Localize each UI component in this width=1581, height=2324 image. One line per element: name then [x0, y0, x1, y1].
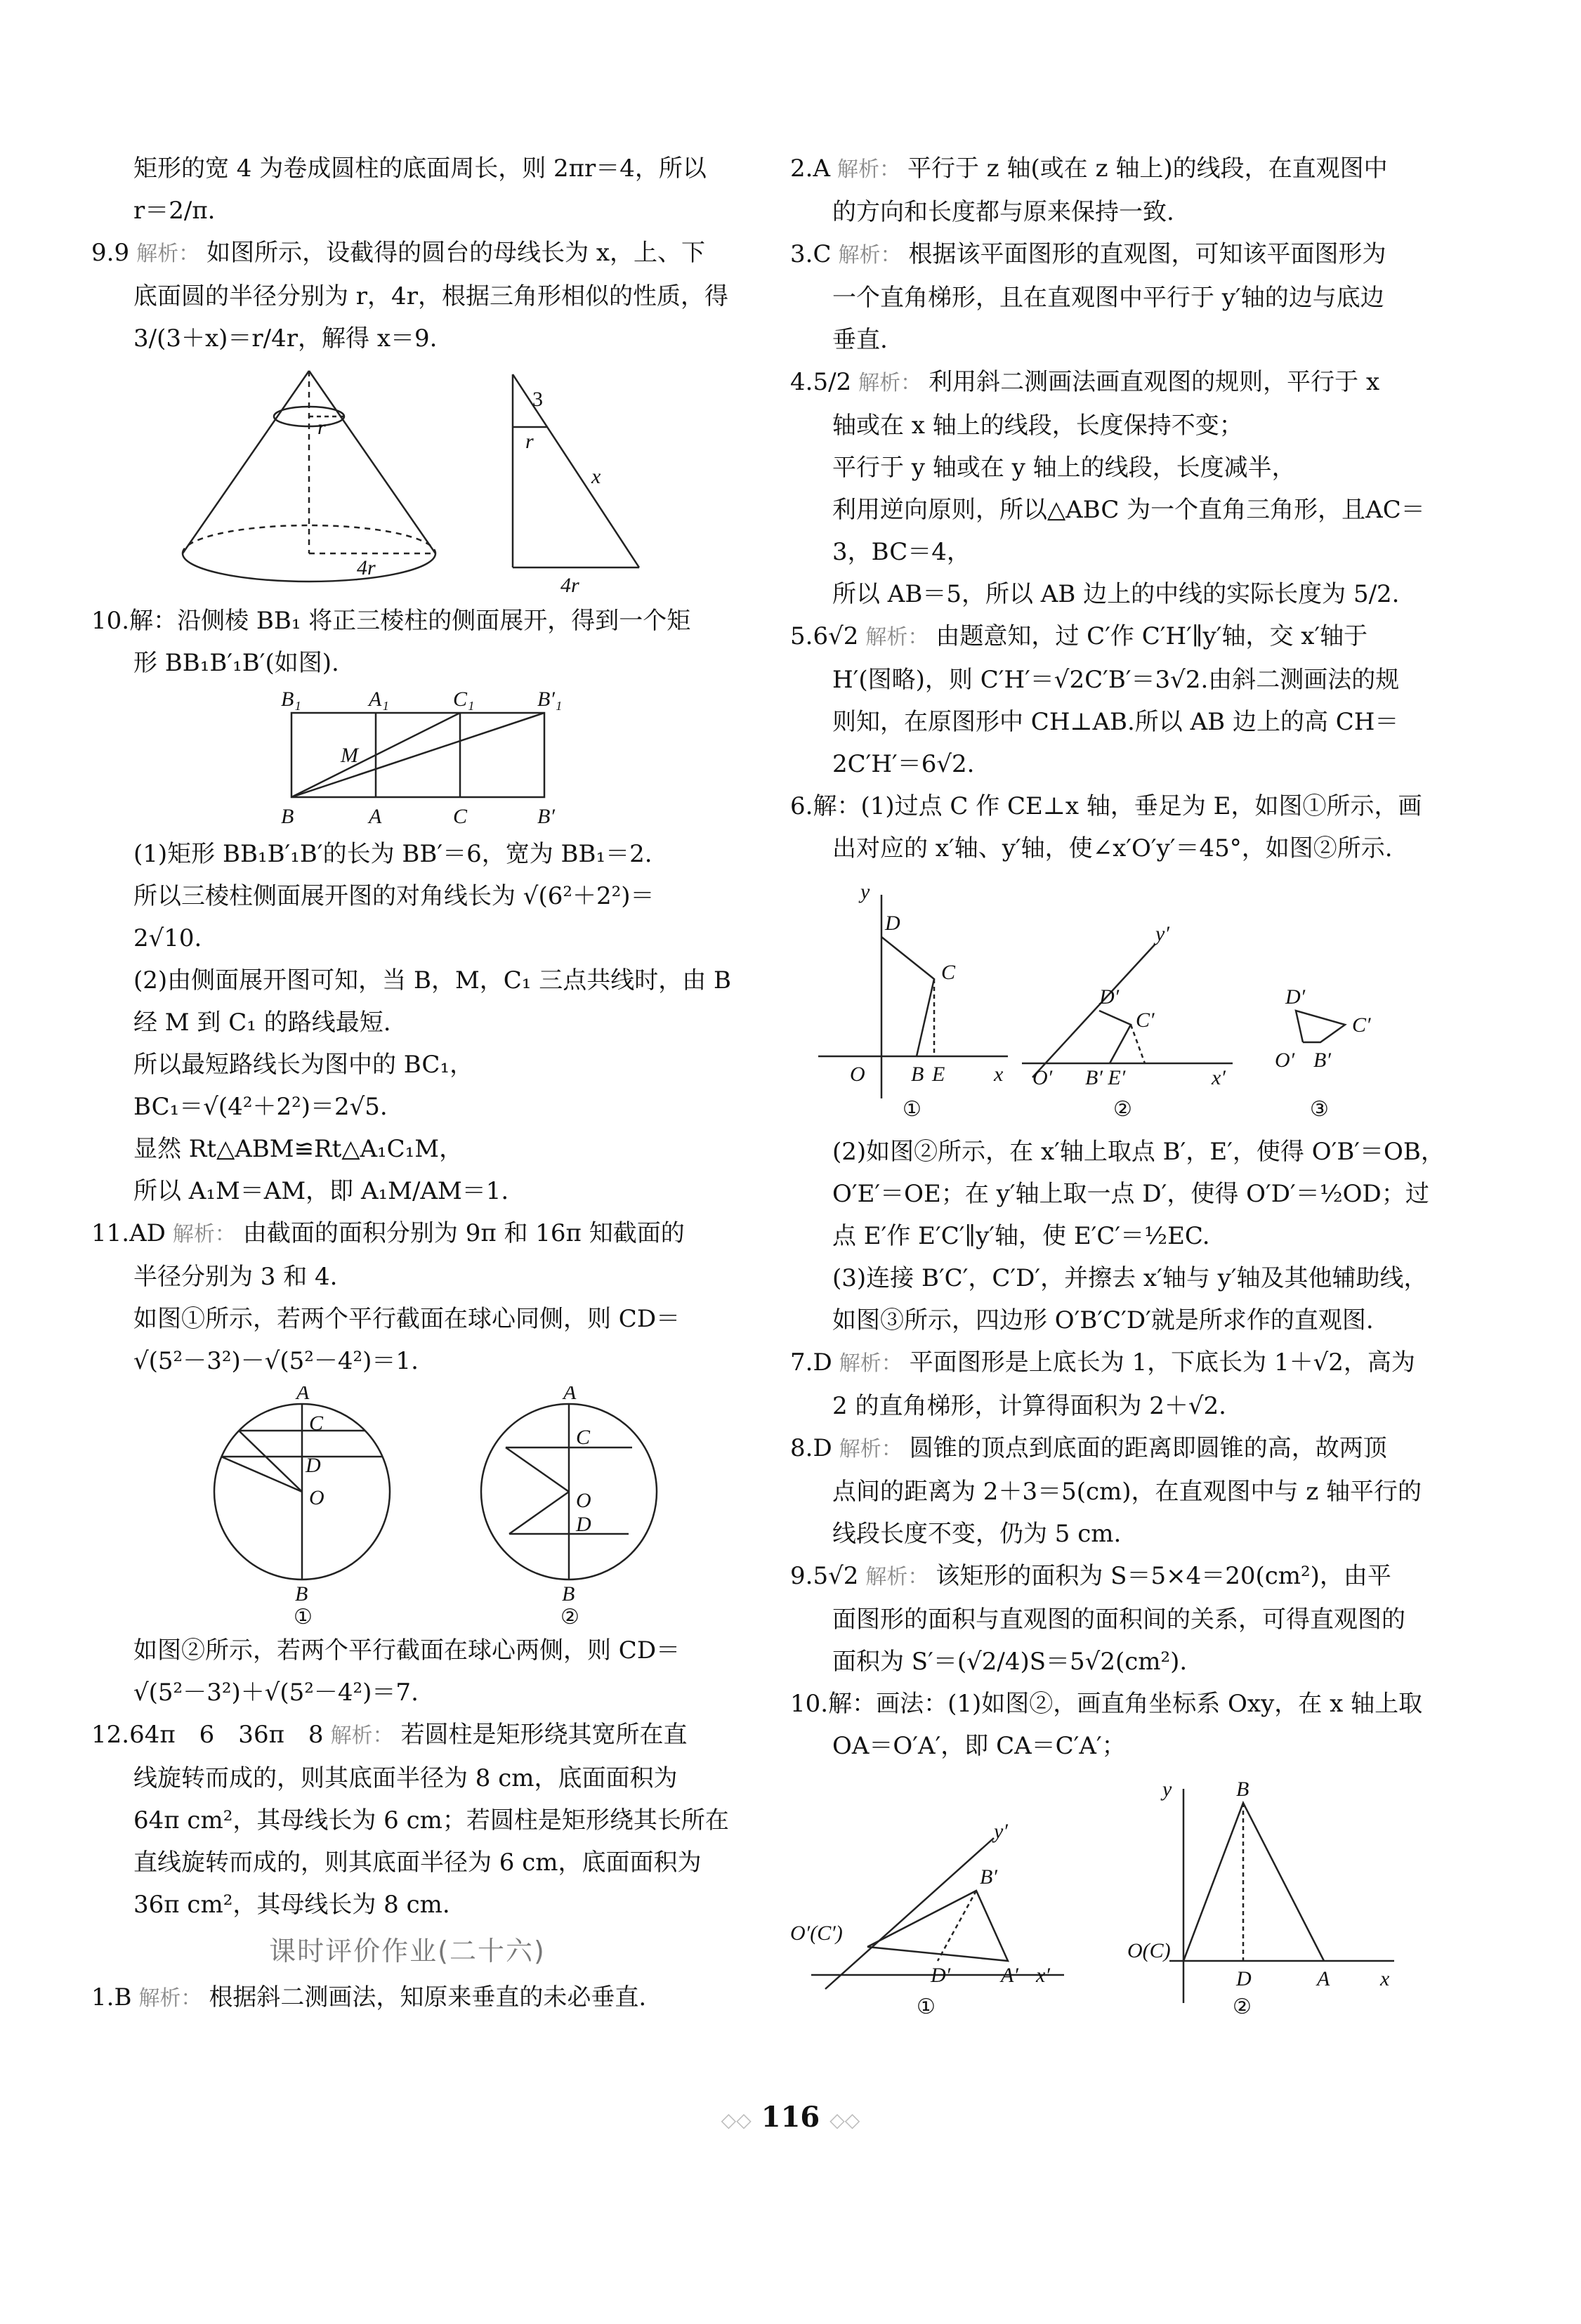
question-number: 4.5/2 [790, 368, 852, 396]
text-line: r＝2/π. [133, 197, 216, 225]
text-line: 64π cm²，其母线长为 6 cm；若圆柱是矩形绕其长所在 [133, 1806, 729, 1834]
text-line: (1)矩形 BB₁B′₁B′的长为 BB′＝6，宽为 BB₁＝2. [133, 840, 652, 868]
question-number: 3.C [790, 240, 832, 268]
label-Dp: D′ [931, 1964, 951, 1987]
label-A1: A₁ [369, 688, 389, 711]
text-line: 利用斜二测画法画直观图的规则，平行于 x [929, 368, 1380, 396]
sphere-sections-figure [91, 1386, 723, 1625]
cone-figure [91, 364, 723, 596]
page-number-text: 116 [761, 2101, 820, 2134]
text-line: 显然 Rt△ABM≌Rt△A₁C₁M， [133, 1135, 464, 1163]
text-line: 2√10. [133, 924, 202, 952]
text-line: 的方向和长度都与原来保持一致. [832, 198, 1174, 226]
text-line: 一个直角梯形，且在直观图中平行于 y′轴的边与底边 [832, 284, 1384, 312]
label-D: D [885, 912, 900, 935]
analysis-tag: 解析： [172, 1222, 236, 1247]
text-line: 面图形的面积与直观图的面积间的关系，可得直观图的 [832, 1606, 1405, 1634]
question-number: 9.5√2 [790, 1562, 859, 1590]
figure-number: ② [1113, 1098, 1132, 1121]
text-line: 所以三棱柱侧面展开图的对角线长为 √(6²＋2²)＝ [133, 882, 655, 910]
text-line: 36π cm²，其母线长为 8 cm. [133, 1891, 450, 1919]
label-Ap: A′ [1001, 1964, 1018, 1987]
prism-unfold-figure [91, 688, 723, 829]
question-number: 2.A [790, 155, 830, 183]
label-A: A [1317, 1967, 1330, 1990]
question-number: 1.B [91, 1983, 132, 2011]
label-O: O [850, 1063, 865, 1086]
text-line: 所以 A₁M＝AM，即 A₁M/AM＝1. [133, 1177, 509, 1205]
label-xp: x′ [1036, 1964, 1050, 1987]
label-B: B [1236, 1778, 1249, 1801]
text-line: 10.解：沿侧棱 BB₁ 将正三棱柱的侧面展开，得到一个矩 [91, 607, 691, 635]
text-line: H′(图略)，则 C′H′＝√2C′B′＝3√2.由斜二测画法的规 [832, 666, 1400, 694]
question-number: 9.9 [91, 239, 130, 267]
text-line: 平行于 y 轴或在 y 轴上的线段，长度减半， [832, 454, 1296, 482]
label-C: C [576, 1426, 591, 1449]
right-column [790, 147, 1485, 2021]
label-Bp: B′ [537, 805, 555, 828]
label-y: y [860, 880, 870, 903]
analysis-tag: 解析： [138, 1986, 202, 2011]
label-B: B [911, 1063, 924, 1086]
text-line: 圆锥的顶点到底面的距离即圆锥的高，故两顶 [909, 1434, 1387, 1462]
figure-number: ① [917, 1995, 936, 2017]
question-number: 7.D [790, 1348, 832, 1377]
text-line: 所以 AB＝5，所以 AB 边上的中线的实际长度为 5/2. [832, 580, 1400, 608]
analysis-tag: 解析： [839, 1437, 903, 1462]
text-line: 根据该平面图形的直观图，可知该平面图形为 [908, 240, 1386, 268]
question-number: 12.64π 6 36π 8 [91, 1721, 324, 1749]
label-Cp: C′ [1136, 1009, 1155, 1032]
text-line: 由截面的面积分别为 9π 和 16π 知截面的 [242, 1219, 685, 1247]
text-line: 2C′H′＝6√2. [832, 750, 975, 778]
label-B: B [295, 1582, 308, 1606]
analysis-tag: 解析： [136, 242, 200, 266]
text-line: O′E′＝OE；在 y′轴上取一点 D′，使得 O′D′＝½OD；过 [832, 1180, 1429, 1208]
text-line: 线旋转而成的，则其底面半径为 8 cm，底面面积为 [133, 1764, 678, 1792]
label-Op: O′ [1275, 1049, 1295, 1072]
label-y: y [1162, 1778, 1172, 1801]
label-C: C [453, 805, 468, 828]
label-r: r [317, 416, 326, 439]
label-Bp: B′ [1313, 1049, 1331, 1072]
text-line: OA＝O′A′，即 CA＝C′A′； [832, 1732, 1126, 1760]
label-C: C [309, 1412, 324, 1435]
text-line: 形 BB₁B′₁B′(如图). [133, 649, 339, 677]
label-x: x [1380, 1967, 1390, 1990]
text-line: 所以最短路线长为图中的 BC₁， [133, 1051, 474, 1079]
label-4r: 4r [357, 556, 376, 579]
figure-number: ② [1233, 1995, 1252, 2017]
text-line: 2 的直角梯形，计算得面积为 2＋√2. [832, 1392, 1226, 1420]
label-3: 3 [532, 388, 543, 411]
label-C: C [941, 961, 956, 984]
label-OC: O(C) [1127, 1939, 1171, 1962]
label-A: A [563, 1386, 577, 1404]
section-heading: 课时评价作业(二十六) [269, 1936, 546, 1967]
figure-number: ② [560, 1606, 579, 1625]
label-D: D [306, 1454, 321, 1477]
label-x: x [994, 1063, 1004, 1086]
label-E: E [932, 1063, 945, 1086]
label-B: B [281, 805, 294, 828]
text-line: 平行于 z 轴(或在 z 轴上)的线段，在直观图中 [907, 155, 1388, 183]
text-line: 轴或在 x 轴上的线段，长度保持不变； [832, 412, 1243, 440]
label-A: A [369, 805, 382, 828]
text-line: 根据斜二测画法，知原来垂直的未必垂直. [209, 1983, 647, 2011]
analysis-tag: 解析： [838, 243, 902, 268]
text-line: 该矩形的面积为 S＝5×4＝20(cm²)，由平 [936, 1562, 1391, 1590]
text-line: 底面圆的半径分别为 r，4r，根据三角形相似的性质，得 [133, 282, 728, 310]
question-number: 5.6√2 [790, 622, 859, 650]
text-line: (2)由侧面展开图可知，当 B，M，C₁ 三点共线时，由 B [133, 966, 732, 994]
text-line: (3)连接 B′C′，C′D′，并擦去 x′轴与 y′轴及其他辅助线， [832, 1264, 1428, 1292]
text-line: 利用逆向原则，所以△ABC 为一个直角三角形，且AC＝ [832, 496, 1425, 524]
label-M: M [341, 744, 358, 767]
label-Op: O′ [1032, 1066, 1053, 1089]
text-line: 3/(3＋x)＝r/4r，解得 x＝9. [133, 324, 438, 353]
label-C1: C₁ [453, 688, 475, 711]
text-line: √(5²－3²)－√(5²－4²)＝1. [133, 1347, 419, 1375]
label-B: B [562, 1582, 575, 1606]
text-line: 如图①所示，若两个平行截面在球心同侧，则 CD＝ [133, 1305, 681, 1333]
text-line: 由题意知，过 C′作 C′H′∥y′轴，交 x′轴于 [936, 622, 1368, 650]
label-yp: y′ [994, 1820, 1008, 1843]
question-number: 11.AD [91, 1219, 166, 1247]
triangle-oblique-figure [790, 1771, 1485, 2017]
text-line: 如图②所示，若两个平行截面在球心两侧，则 CD＝ [133, 1636, 681, 1665]
text-line: 垂直. [832, 326, 888, 354]
figure-number: ① [294, 1606, 313, 1625]
text-line: BC₁＝√(4²＋2²)＝2√5. [133, 1093, 388, 1121]
label-BpEp: B′ E′ [1085, 1066, 1126, 1089]
text-line: (2)如图②所示，在 x′轴上取点 B′，E′，使得 O′B′＝OB， [832, 1138, 1445, 1166]
label-A: A [296, 1386, 310, 1404]
label-Cp: C′ [1352, 1013, 1371, 1037]
analysis-tag: 解析： [865, 1565, 929, 1589]
label-D: D [576, 1513, 591, 1536]
label-4r: 4r [560, 574, 579, 596]
label-r: r [525, 430, 534, 453]
analysis-tag: 解析： [330, 1724, 394, 1748]
analysis-tag: 解析： [865, 625, 929, 650]
analysis-tag: 解析： [858, 371, 922, 395]
text-line: 面积为 S′＝(√2/4)S＝5√2(cm²). [832, 1648, 1188, 1676]
label-xp: x′ [1212, 1066, 1226, 1089]
label-O: O [309, 1486, 324, 1509]
label-Dp: D′ [1099, 985, 1120, 1009]
label-x: x [591, 465, 601, 488]
label-O: O [576, 1489, 591, 1512]
analysis-tag: 解析： [839, 1351, 903, 1376]
text-line: √(5²－3²)＋√(5²－4²)＝7. [133, 1679, 419, 1707]
text-line: 若圆柱是矩形绕其宽所在直 [400, 1721, 688, 1749]
label-B1: B₁ [281, 688, 301, 711]
oblique-drawing-figure [790, 874, 1485, 1127]
page-number: ◇◇ 116 ◇◇ [721, 2101, 860, 2134]
text-line: 则知，在原图形中 CH⊥AB.所以 AB 边上的高 CH＝ [832, 708, 1399, 736]
text-line: 线段长度不变，仍为 5 cm. [832, 1520, 1122, 1548]
label-yp: y′ [1155, 922, 1169, 945]
label-OpCp: O′(C′) [790, 1922, 843, 1945]
text-line: 3，BC＝4， [832, 538, 971, 566]
text-line: 直线旋转而成的，则其底面半径为 6 cm，底面面积为 [133, 1849, 702, 1877]
text-line: 矩形的宽 4 为卷成圆柱的底面周长，则 2πr＝4，所以 [133, 155, 707, 183]
text-line: 10.解：画法：(1)如图②，画直角坐标系 Oxy，在 x 轴上取 [790, 1690, 1423, 1718]
text-line: 平面图形是上底长为 1，下底长为 1＋√2，高为 [909, 1348, 1415, 1377]
question-number: 8.D [790, 1434, 832, 1462]
text-line: 6.解：(1)过点 C 作 CE⊥x 轴，垂足为 E，如图①所示，画 [790, 792, 1422, 820]
text-line: 经 M 到 C₁ 的路线最短. [133, 1009, 391, 1037]
text-line: 如图所示，设截得的圆台的母线长为 x，上、下 [206, 239, 706, 267]
figure-number: ③ [1310, 1098, 1329, 1121]
label-Bp: B′ [980, 1865, 997, 1889]
figure-number: ① [903, 1098, 921, 1121]
label-Dp: D′ [1285, 985, 1306, 1009]
text-line: 半径分别为 3 和 4. [133, 1263, 338, 1291]
text-line: 如图③所示，四边形 O′B′C′D′就是所求作的直观图. [832, 1306, 1374, 1334]
label-B1p: B′₁ [537, 688, 563, 711]
left-column [91, 147, 732, 2020]
analysis-tag: 解析： [837, 157, 900, 182]
label-D: D [1236, 1967, 1252, 1990]
text-line: 点 E′作 E′C′∥y′轴，使 E′C′＝½EC. [832, 1222, 1210, 1250]
text-line: 点间的距离为 2＋3＝5(cm)，在直观图中与 z 轴平行的 [832, 1478, 1422, 1506]
text-line: 出对应的 x′轴、y′轴，使∠x′O′y′＝45°，如图②所示. [832, 834, 1393, 862]
